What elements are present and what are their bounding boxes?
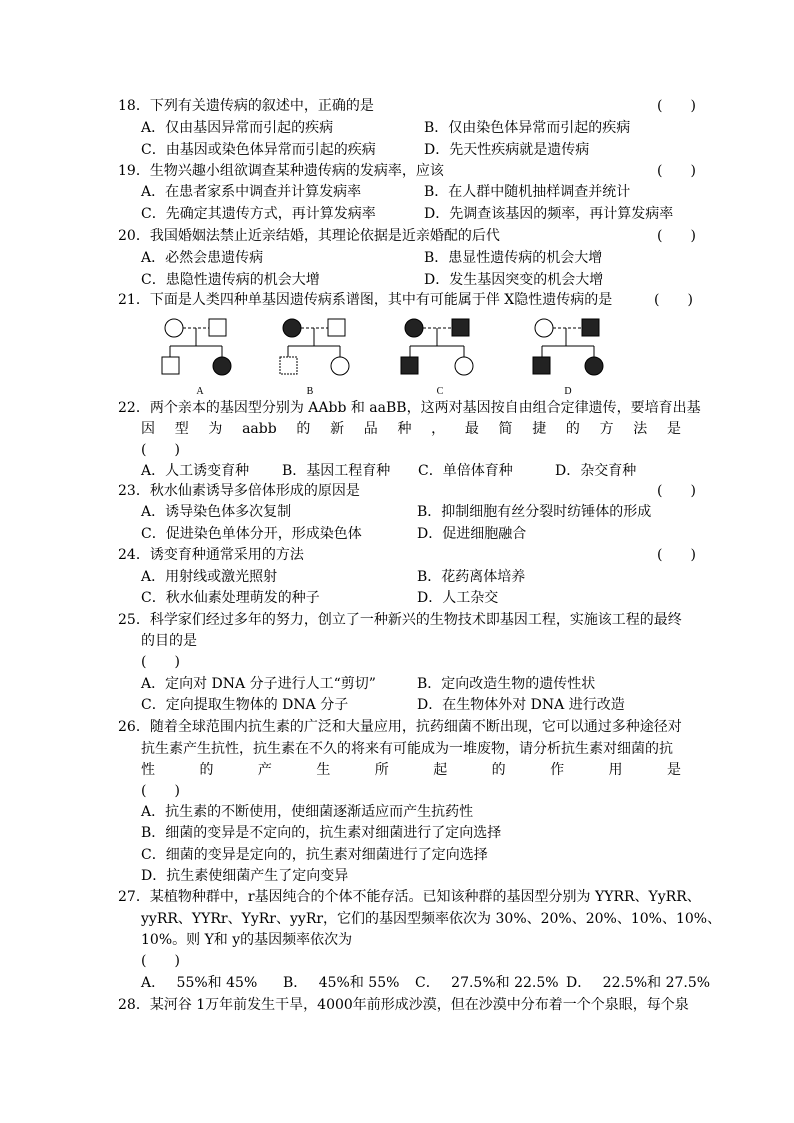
pedigree-a	[162, 319, 231, 375]
q19-stem: 19．生物兴趣小组欲调查某种遗传病的发病率，应该	[118, 163, 444, 179]
q23-answer-blank[interactable]: ( )	[657, 483, 696, 499]
q27-stem-line3: 10%。则 Y和 y的基因频率依次为	[141, 932, 353, 948]
q19-answer-blank[interactable]: ( )	[657, 163, 696, 179]
q22-stem-line2: 因 型 为 aabb 的 新 品 种 ， 最 简 捷 的 方 法 是	[141, 421, 681, 437]
q18-answer-blank[interactable]: ( )	[657, 98, 696, 114]
pedigree-diagrams	[150, 310, 620, 400]
q27-option-a: A． 55%和 45%	[141, 975, 258, 991]
q28-stem-line1: 28．某河谷 1万年前发生干旱，4000年前形成沙漠，但在沙漠中分布着一个个泉眼，每个泉	[118, 997, 689, 1013]
q20-stem: 20．我国婚姻法禁止近亲结婚，其理论依据是近亲婚配的后代	[118, 228, 500, 244]
q26-stem-line2: 抗生素产生抗性，抗生素在不久的将来有可能成为一堆废物，请分析抗生素对细菌的抗	[141, 741, 673, 757]
q18-option-b: B．仅由染色体异常而引起的疾病	[424, 120, 631, 136]
q22-answer-blank[interactable]: ( )	[141, 442, 180, 458]
q27-stem-line1: 27．某植物种群中，r基因纯合的个体不能存活。已知该种群的基因型分别为 YYRR、YyRR、	[118, 889, 701, 905]
q23-stem: 23．秋水仙素诱导多倍体形成的原因是	[118, 483, 360, 499]
q25-option-b: B．定向改造生物的遗传性状	[417, 676, 596, 692]
q24-stem: 24．诱变育种通常采用的方法	[118, 547, 304, 563]
q26-option-a: A．抗生素的不断使用，使细菌逐渐适应而产生抗药性	[141, 804, 474, 820]
pedigree-label-b: B	[306, 386, 314, 397]
q20-option-d: D．发生基因突变的机会大增	[424, 272, 604, 288]
q27-answer-blank[interactable]: ( )	[141, 953, 180, 969]
q23-option-a: A．诱导染色体多次复制	[141, 504, 292, 520]
q24-option-a: A．用射线或激光照射	[141, 569, 278, 585]
q24-option-b: B．花药离体培养	[417, 569, 526, 585]
q25-answer-blank[interactable]: ( )	[141, 654, 180, 670]
q22-stem-line1: 22．两个亲本的基因型分别为 AAbb 和 aaBB，这两对基因按自由组合定律遗传，要培育出基	[118, 400, 701, 416]
q25-stem-line2: 的目的是	[141, 633, 197, 649]
q24-option-c: C．秋水仙素处理萌发的种子	[141, 590, 320, 606]
q21-stem: 21．下面是人类四种单基因遗传病系谱图，其中有可能属于伴 X隐性遗传病的是	[118, 292, 613, 308]
q23-option-c: C．促进染色单体分开，形成染色体	[141, 526, 362, 542]
q23-option-b: B．抑制细胞有丝分裂时纺锤体的形成	[417, 504, 652, 520]
q27-option-c: C． 27.5%和 22.5%	[415, 975, 559, 991]
q27-stem-line2: yyRR、YYRr、YyRr、yyRr，它们的基因型频率依次为 30%、20%、20%、10%、10%、	[141, 911, 722, 927]
q20-option-a: A．必然会患遗传病	[141, 250, 264, 266]
q25-option-d: D．在生物体外对 DNA 进行改造	[417, 697, 625, 713]
q18-stem: 18．下列有关遗传病的叙述中，正确的是	[118, 98, 374, 114]
q20-option-c: C．患隐性遗传病的机会大增	[141, 272, 320, 288]
q22-option-b: B．基因工程育种	[282, 463, 391, 479]
q21-answer-blank[interactable]: ( )	[654, 292, 693, 308]
pedigree-b	[280, 319, 349, 375]
q23-option-d: D．促进细胞融合	[417, 526, 527, 542]
q19-option-a: A．在患者家系中调查并计算发病率	[141, 184, 362, 200]
pedigree-d	[533, 319, 603, 375]
q22-option-a: A．人工诱变育种	[141, 463, 250, 479]
q19-option-b: B．在人群中随机抽样调查并统计	[424, 184, 631, 200]
q26-option-c: C．细菌的变异是定向的，抗生素对细菌进行了定向选择	[141, 847, 488, 863]
q26-option-d: D．抗生素使细菌产生了定向变异	[141, 868, 349, 884]
q18-option-d: D．先天性疾病就是遗传病	[424, 142, 590, 158]
q25-stem-line1: 25．科学家们经过多年的努力，创立了一种新兴的生物技术即基因工程，实施该工程的最终	[118, 612, 682, 628]
q20-option-b: B．患显性遗传病的机会大增	[424, 250, 603, 266]
q25-option-a: A．定向对 DNA 分子进行人工“剪切”	[141, 676, 376, 692]
pedigree-label-d: D	[564, 386, 572, 397]
q18-option-a: A．仅由基因异常而引起的疾病	[141, 120, 334, 136]
q22-option-d: D．杂交育种	[555, 463, 637, 479]
q26-stem-line1: 26．随着全球范围内抗生素的广泛和大量应用，抗药细菌不断出现，它可以通过多种途径对	[118, 719, 682, 735]
pedigree-c	[401, 319, 473, 375]
q27-option-b: B． 45%和 55%	[283, 975, 400, 991]
q24-option-d: D．人工杂交	[417, 590, 499, 606]
q24-answer-blank[interactable]: ( )	[657, 547, 696, 563]
q22-option-c: C．单倍体育种	[418, 463, 513, 479]
pedigree-label-c: C	[436, 386, 444, 397]
q19-option-d: D．先调查该基因的频率，再计算发病率	[424, 206, 674, 222]
q25-option-c: C．定向提取生物体的 DNA 分子	[141, 697, 349, 713]
q18-option-c: C．由基因或染色体异常而引起的疾病	[141, 142, 376, 158]
q27-option-d: D． 22.5%和 27.5%	[566, 975, 711, 991]
q26-stem-line3: 性 的 产 生 所 起 的 作 用 是	[141, 762, 681, 778]
q26-option-b: B．细菌的变异是不定向的，抗生素对细菌进行了定向选择	[141, 825, 502, 841]
pedigree-label-a: A	[196, 386, 204, 397]
q20-answer-blank[interactable]: ( )	[657, 228, 696, 244]
q26-answer-blank[interactable]: ( )	[141, 783, 180, 799]
q19-option-c: C．先确定其遗传方式，再计算发病率	[141, 206, 376, 222]
